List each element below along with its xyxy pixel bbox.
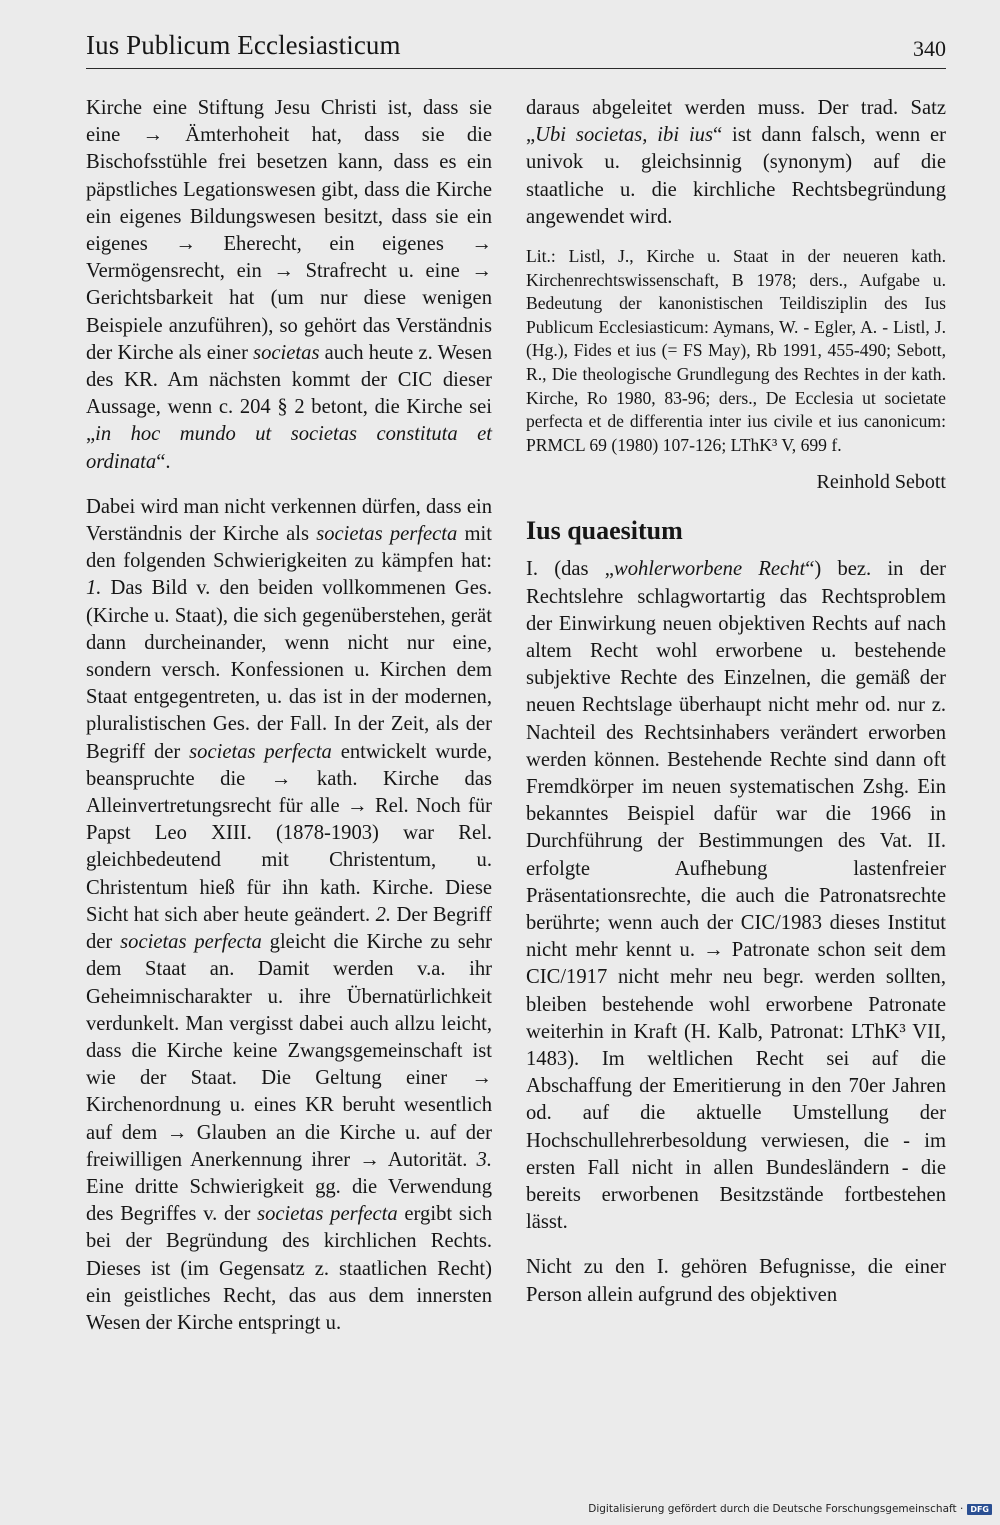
- author-signature: Reinhold Sebott: [816, 471, 946, 494]
- text-run: Dabei wird man nicht verkennen dürfen, dass ein Verständnis der Kirche als: [86, 495, 492, 546]
- italic-run: societas perfecta: [257, 1203, 398, 1226]
- digitization-credit: [588, 1503, 992, 1515]
- text-run: “.: [156, 450, 171, 473]
- text-run: Das Bild v. den beiden vollkommenen Ges. (Kirche u. Staat), die sich gegenüberstehen, gerät dann durcheinander, wenn nicht nur eine, sondern versch. Konfessionen u. Kirchen dem Staat entgegentreten, u. das ist in der modernen, pluralistischen Ges. der Fall. In der Zeit, als der Begriff der: [86, 577, 492, 763]
- page-number: 340: [913, 36, 946, 61]
- italic-run: in hoc mundo ut societas constituta et ordinata: [86, 423, 492, 473]
- literature-references: Lit.: Listl, J., Kirche u. Staat in der neueren kath. Kirchenrechtswissenschaft, B 1978; ders., Aufgabe u. Bedeutung der kanonistischen Teildisziplin des Ius Publicum Ecclesiasticum: Aymans, W. - Egler, A. - Listl, J. (Hg.), Fides et ius (= FS May), Rb 1991, 455-490; Sebott, R., Die theologische Grundlegung des Rechtes in der kath. Kirche, Ro 1980, 83-96; ders., De Ecclesia ut societate perfecta et de differentia inter ius civile et ius canonicum: PRMCL 69 (1980) 107-126; LThK³ V, 699 f.: [526, 246, 946, 455]
- text-run: entwickelt wurde, beanspruchte die → kath. Kirche das Alleinvertretungsrecht für alle → Rel. Noch für Papst Leo XIII. (1878-1903) war Rel. gleichbedeutend mit Christentum, u. Christentum hieß für ihn kath. Kirche. Diese Sicht hat sich aber heute geändert.: [86, 740, 492, 926]
- credit-text: Digitalisierung gefördert durch die Deutsche Forschungsgemeinschaft ·: [588, 1503, 964, 1515]
- text-run: I. (das „: [526, 558, 614, 581]
- text-run: Eine dritte Schwierigkeit gg. die Verwendung des Begriffes v. der: [86, 1175, 492, 1226]
- left-column: [86, 95, 492, 1337]
- text-run: “ ist dann falsch, wenn er univok u. gleichsinnig (synonym) auf die staatliche u. die kirchliche Rechtsbegründung angewendet wird.: [526, 124, 947, 228]
- text-run: mit den folgenden Schwierigkeiten zu kämpfen hat:: [86, 523, 492, 573]
- text-run: auch heute z. Wesen des KR. Am nächsten kommt der CIC dieser Aussage, wenn c. 204 § 2 betont, die Kirche sei „: [86, 341, 492, 446]
- body-paragraph: [86, 95, 492, 476]
- italic-run: societas perfecta: [120, 931, 262, 954]
- text-run: Nicht zu den I. gehören Befugnisse, die einer Person allein aufgrund des objektiven: [526, 1256, 946, 1306]
- text-run: gleicht die Kirche zu sehr dem Staat an. Damit werden v.a. ihr Geheimnischarakter u. ihre Übernatürlichkeit verdunkelt. Man vergisst dabei auch allzu leicht, dass die Kirche keine Zwangsgemeinschaft ist wie der Staat. Die Geltung einer → Kirchenordnung u. eines KR beruht wesentlich auf dem → Glauben an die Kirche u. auf der freiwilligen Anerkennung ihrer → Autorität.: [86, 931, 493, 1171]
- text-run: “) bez. in der Rechtslehre schlagwortartig das Rechtsproblem der Einwirkung neuen objektiven Rechts auf nach altem Recht wohl erworbene u. bestehende subjektive Rechte des Einzelnen, die gemäß der neuen Rechtslage überhaupt nicht mehr od. nur z. Nachteil des Rechtsinhabers verändert erworben werden können. Bestehende Rechte sind dann oft Fremdkörper im neuen systematischen Zshg. Ein bekanntes Beispiel dafür war die 1966 in Durchführung der Bestimmungen des Vat. II. erfolgte Aufhebung lastenfreier Präsentationsrechte, die auch die Patronatsrechte berührte; wenn auch der CIC/1983 dieses Institut nicht mehr kennt u. → Patronate schon seit dem CIC/1917 nicht mehr neu begr. werden sollten, bleiben bestehende wohl erworbene Patronate weiterhin in Kraft (H. Kalb, Patronat: LThK³ VII, 1483). Im weltlichen Recht sei auf die Abschaffung der Emeritierung in den 70er Jahren od. auf die aktuelle Umstellung der Hochschullehrerbesoldung verwiesen, die - im ersten Fall nicht in allen Bundesländern - die bereits erworbenen Besitzstände fortbestehen lässt.: [526, 558, 946, 1234]
- running-title: Ius Publicum Ecclesiasticum: [86, 30, 401, 60]
- entry-paragraph: [526, 1254, 946, 1308]
- body-paragraph: [86, 494, 492, 1337]
- entry-paragraph: [526, 556, 946, 1236]
- entry-heading: Ius quaesitum: [526, 516, 683, 546]
- text-run: ergibt sich bei der Begründung des kirchlichen Rechts. Dieses ist (im Gegensatz z. staatlichen Recht) ein geistliches Recht, das aus dem innersten Wesen der Kirche entspringt u.: [86, 1203, 493, 1334]
- dfg-logo: DFG: [967, 1504, 992, 1515]
- right-column: [526, 95, 946, 1309]
- italic-run: 2.: [375, 903, 392, 926]
- italic-run: Ubi societas, ibi ius: [535, 124, 713, 147]
- italic-run: 1.: [86, 577, 102, 600]
- page-header: [86, 28, 946, 68]
- italic-run: societas perfecta: [189, 740, 332, 763]
- italic-run: societas perfecta: [316, 523, 458, 546]
- text-run: Kirche eine Stiftung Jesu Christi ist, dass sie eine → Ämterhoheit hat, dass sie die Bischofsstühle frei besetzen kann, dass es ein päpstliches Legationswesen gibt, dass die Kirche ein eigenes Bildungswesen besitzt, dass sie ein eigenes → Eherecht, ein eigenes → Vermögensrecht, ein → Strafrecht u. eine → Gerichtsbarkeit hat (um nur diese wenigen Beispiele anzuführen), so gehört das Verständnis der Kirche als einer: [86, 97, 492, 364]
- continuation-paragraph: [526, 95, 946, 231]
- italic-run: wohlerworbene Recht: [613, 558, 806, 581]
- header-rule: [86, 68, 946, 69]
- italic-run: 3.: [476, 1148, 492, 1171]
- text-run: daraus abgeleitet werden muss. Der trad. Satz „: [526, 97, 946, 147]
- text-run: Der Begriff der: [86, 903, 492, 954]
- italic-run: societas: [253, 341, 320, 364]
